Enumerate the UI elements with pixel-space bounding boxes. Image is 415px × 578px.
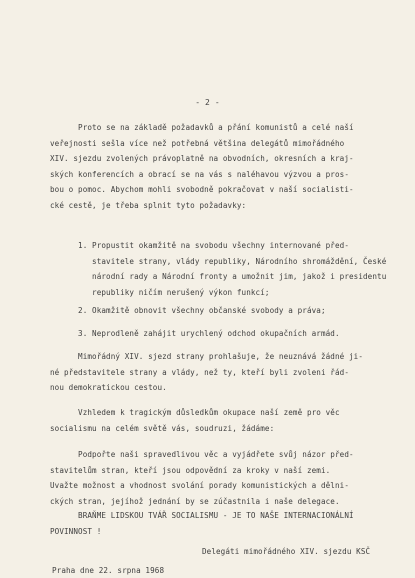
text-line: Mimořádný XIV. sjezd strany prohlašuje, že neuznává žádné ji- xyxy=(50,352,364,361)
text-line: 2. Okamžitě obnovit všechny občanské svobody a práva; xyxy=(50,306,326,315)
demand-item-2 xyxy=(50,303,382,319)
text-line: 1. Propustit okamžitě na svobodu všechny internované před- xyxy=(50,241,349,250)
paragraph-appeal xyxy=(50,405,382,436)
text-line: ckých stran, jejíhož jednání by se zúčastnila i naše delegace. xyxy=(50,496,340,506)
text-line: republiky ničím nerušený výkon funkcí; xyxy=(50,287,270,297)
demand-item-3 xyxy=(50,326,382,342)
text-line: Vzhledem k tragickým důsledkům okupace naší země pro věc xyxy=(50,408,340,417)
text-line: Proto se na základě požadavků a přání komunistů a celé naší xyxy=(50,123,354,132)
text-line: socialismu na celém světě vás, soudruzi, žádáme: xyxy=(50,423,275,433)
demand-item-1 xyxy=(50,238,387,300)
paragraph-declaration xyxy=(50,349,382,396)
text-line: Podpořte naši spravedlivou věc a vyjádřete svůj názor před- xyxy=(50,450,354,459)
text-line: XIV. sjezdu zvolených právoplatně na obvodních, okresních a kraj- xyxy=(50,154,354,163)
text-line: bou o pomoc. Abychom mohli svobodně pokračovat v naší socialisti- xyxy=(50,185,354,194)
text-line: POVINNOST ! xyxy=(50,526,102,536)
text-line: veřejnosti sešla více než potřebná většina delegátů mimořádného xyxy=(50,138,345,148)
text-line: BRAŇME LIDSKOU TVÁŘ SOCIALISMU - JE TO NAŠE INTERNACIONÁLNÍ xyxy=(50,511,354,520)
text-line: 3. Neprodleně zahájit urychlený odchod okupačních armád. xyxy=(50,329,340,338)
text-line: cké cestě, je třeba splnit tyto požadavky: xyxy=(50,200,247,210)
paragraph-demands-intro xyxy=(50,120,382,213)
page-number: - 2 - xyxy=(195,98,220,107)
text-line: stavitele strany, vlády republiky, Národního shromáždění, České xyxy=(50,256,387,266)
text-line: národní rady a Národní fronty a umožnit jim, jakož i presidentu xyxy=(50,272,387,281)
text-line: nou demokratickou cestou. xyxy=(50,383,167,392)
text-line: né představitele strany a vlády, než ty, kteří byli zvoleni řád- xyxy=(50,367,349,377)
paragraph-support xyxy=(50,447,382,509)
motto xyxy=(50,508,382,539)
text-line: Uvažte možnost a vhodnost svolání porady komunistických a dělni- xyxy=(50,481,349,490)
text-line: ských konferencích a obrací se na vás s naléhavou výzvou a pros- xyxy=(50,169,349,179)
text-line: stavitelům stran, kteří jsou odpovědní za kroky v naší zemi. xyxy=(50,465,331,475)
signature: Delegáti mimořádného XIV. sjezdu KSČ xyxy=(202,547,371,556)
place-and-date: Praha dne 22. srpna 1968 xyxy=(52,566,165,575)
